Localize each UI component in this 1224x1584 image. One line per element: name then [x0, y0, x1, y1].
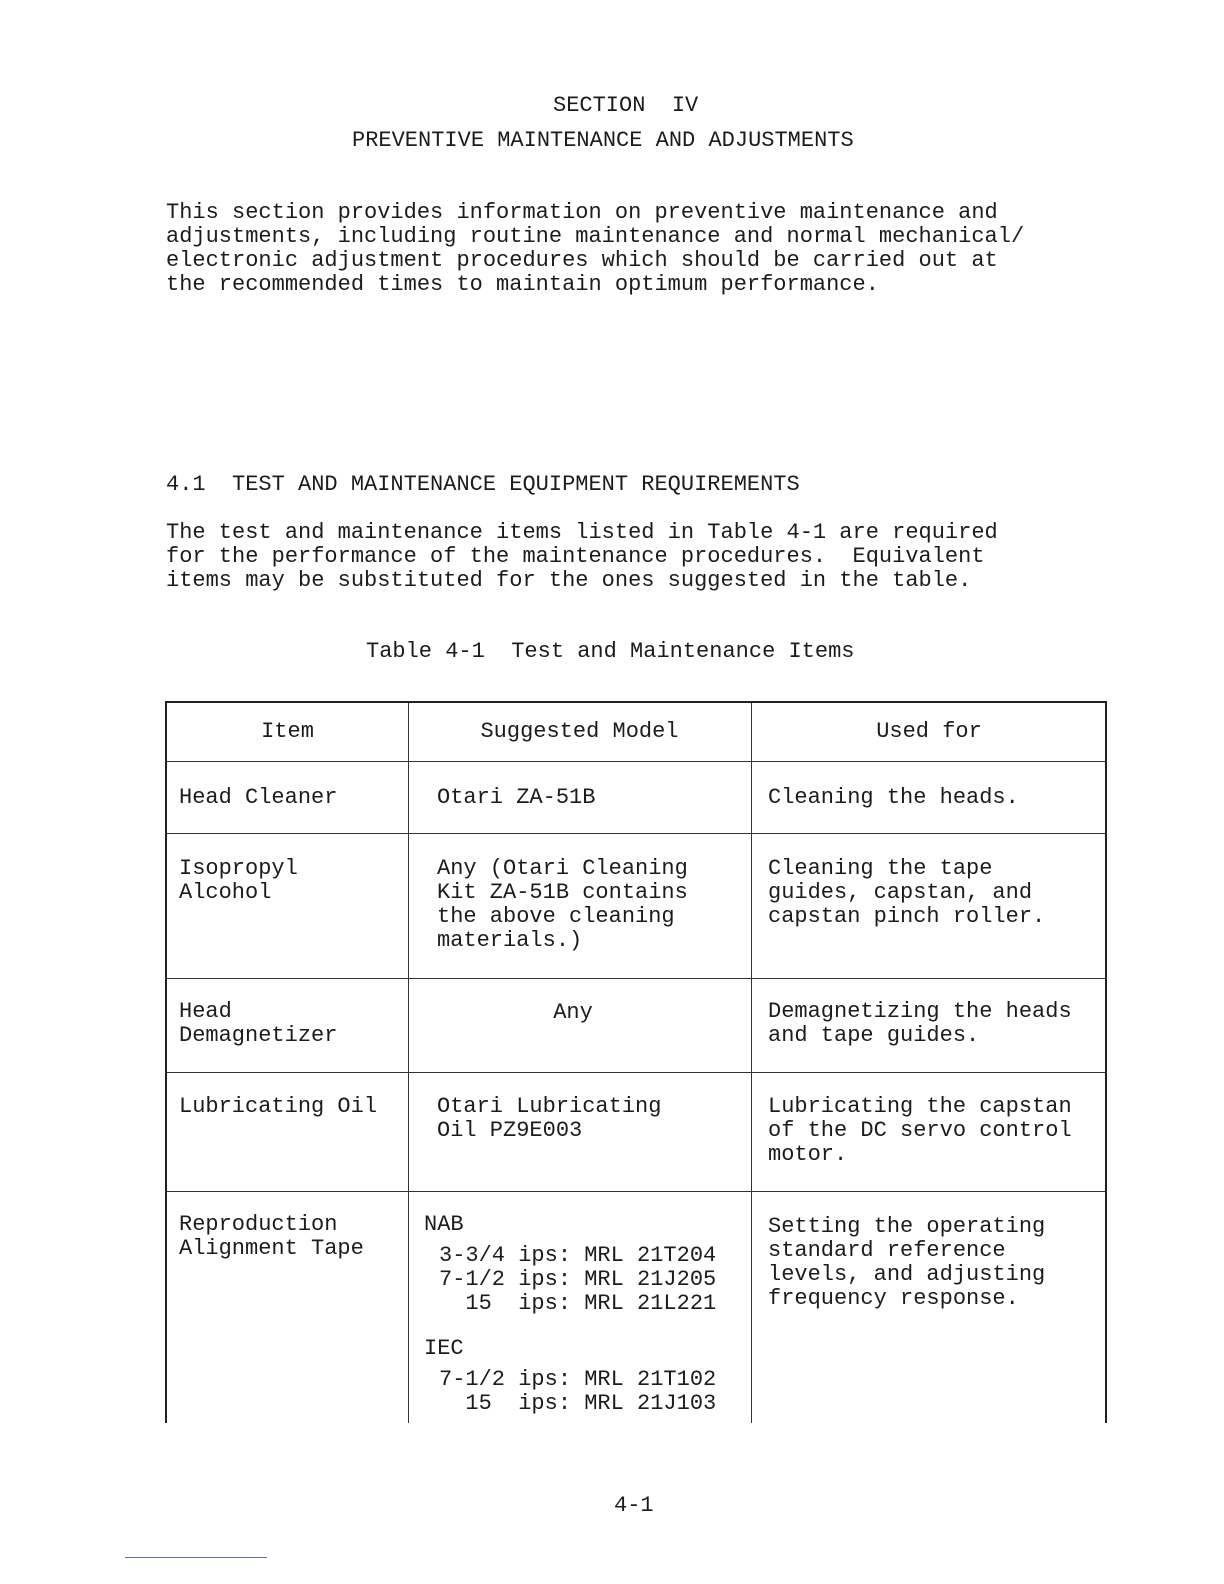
cell-line: Oil PZ9E003: [437, 1118, 583, 1143]
cell-line: frequency response.: [768, 1286, 1019, 1311]
cell-item: [179, 1000, 337, 1048]
cell-used-for: [768, 1000, 1072, 1048]
cell-line: Kit ZA-51B contains: [437, 880, 688, 905]
intro-line: adjustments, including routine maintenance and normal mechanical/: [166, 224, 1025, 249]
cell-item: Lubricating Oil: [179, 1094, 378, 1119]
maintenance-items-table: [165, 701, 1107, 1423]
group-label-nab: NAB: [424, 1212, 464, 1237]
cell-line: Head: [179, 999, 232, 1024]
row-divider: [167, 833, 1105, 834]
column-divider: [751, 703, 752, 1423]
cell-line: the above cleaning: [437, 904, 675, 929]
cell-line: Otari Lubricating: [437, 1094, 662, 1119]
intro-line: the recommended times to maintain optimum performance.: [166, 272, 879, 297]
column-divider: [408, 703, 409, 1423]
cell-line: Cleaning the tape: [768, 856, 993, 881]
cell-line: motor.: [768, 1142, 848, 1167]
intro-paragraph: [166, 201, 1126, 297]
cell-line: Demagnetizer: [179, 1023, 338, 1048]
cell-line: capstan pinch roller.: [768, 904, 1046, 929]
cell-line: Isopropyl: [179, 856, 298, 881]
group-label-iec: IEC: [424, 1336, 464, 1361]
cell-model: Otari ZA-51B: [437, 785, 596, 810]
cell-line: Reproduction: [179, 1212, 338, 1237]
cell-line: 15 ips: MRL 21L221: [439, 1291, 717, 1316]
requirements-line: The test and maintenance items listed in Table 4-1 are required: [166, 520, 998, 545]
intro-line: electronic adjustment procedures which should be carried out at: [166, 248, 998, 273]
cell-model: [437, 1095, 661, 1143]
cell-item: Head Cleaner: [179, 785, 338, 810]
column-header-used-for: Used for: [876, 719, 982, 744]
section-subtitle: PREVENTIVE MAINTENANCE AND ADJUSTMENTS: [352, 128, 854, 153]
cell-item: [179, 1213, 364, 1261]
column-header-suggested-model: Suggested Model: [480, 719, 679, 744]
subsection-heading: 4.1 TEST AND MAINTENANCE EQUIPMENT REQUIREMENTS: [166, 472, 800, 497]
cell-line: 7-1/2 ips: MRL 21T102: [439, 1367, 717, 1392]
cell-line: materials.): [437, 928, 583, 953]
cell-line: levels, and adjusting: [768, 1262, 1046, 1287]
row-divider: [167, 978, 1105, 979]
page-number: 4-1: [614, 1493, 654, 1518]
cell-line: Setting the operating: [768, 1214, 1046, 1239]
footnote-rule: [125, 1557, 267, 1558]
row-divider: [167, 1191, 1105, 1192]
row-divider: [167, 761, 1105, 762]
cell-line: standard reference: [768, 1238, 1006, 1263]
cell-line: 15 ips: MRL 21J103: [439, 1391, 717, 1416]
cell-model: [439, 1368, 716, 1416]
cell-line: and tape guides.: [768, 1023, 980, 1048]
row-divider: [167, 1072, 1105, 1073]
cell-model: [439, 1244, 716, 1316]
section-title: SECTION IV: [553, 93, 699, 118]
cell-line: of the DC servo control: [768, 1118, 1072, 1143]
requirements-line: for the performance of the maintenance procedures. Equivalent: [166, 544, 985, 569]
column-header-item: Item: [261, 719, 314, 744]
cell-line: Any (Otari Cleaning: [437, 856, 688, 881]
requirements-line: items may be substituted for the ones suggested in the table.: [166, 568, 972, 593]
cell-line: Alcohol: [179, 880, 272, 905]
cell-model: [437, 857, 688, 953]
cell-line: guides, capstan, and: [768, 880, 1033, 905]
cell-line: Alignment Tape: [179, 1236, 364, 1261]
cell-item: [179, 857, 298, 905]
cell-line: 3-3/4 ips: MRL 21T204: [439, 1243, 717, 1268]
cell-used-for: Cleaning the heads.: [768, 785, 1019, 810]
cell-used-for: [768, 1095, 1072, 1167]
cell-line: Demagnetizing the heads: [768, 999, 1072, 1024]
table-caption: Table 4-1 Test and Maintenance Items: [366, 639, 855, 664]
requirements-paragraph: [166, 521, 1126, 593]
cell-model: Any: [553, 1000, 593, 1025]
cell-used-for: [768, 1215, 1045, 1311]
intro-line: This section provides information on preventive maintenance and: [166, 200, 998, 225]
cell-used-for: [768, 857, 1045, 929]
cell-line: 7-1/2 ips: MRL 21J205: [439, 1267, 717, 1292]
cell-line: Lubricating the capstan: [768, 1094, 1072, 1119]
